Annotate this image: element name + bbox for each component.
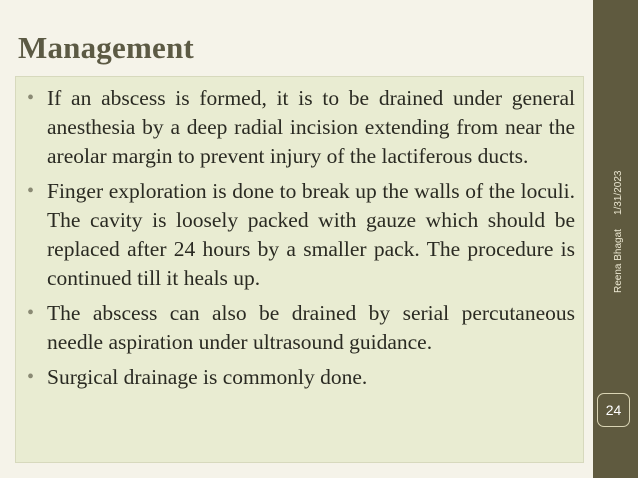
- bullet-item: [27, 84, 575, 171]
- bullet-text: Finger exploration is done to break up the walls of the loculi. The cavity is loosely packed with gauze which should be replaced after 24 hours by a smaller pack. The procedure is continued till it heals up.: [47, 179, 575, 290]
- bullet-dot-icon: •: [27, 180, 35, 202]
- author-name: Reena Bhagat: [613, 229, 624, 293]
- slide-title: Management: [18, 30, 194, 65]
- bullet-list: [27, 84, 575, 398]
- bullet-text: The abscess can also be drained by serial percutaneous needle aspiration under ultrasound guidance.: [47, 301, 575, 354]
- bullet-dot-icon: •: [27, 87, 35, 109]
- slide-date: 1/31/2023: [613, 170, 624, 216]
- sidebar-footer-text: [613, 170, 627, 293]
- bullet-text: Surgical drainage is commonly done.: [47, 365, 368, 389]
- bullet-dot-icon: •: [27, 366, 35, 388]
- bullet-text: If an abscess is formed, it is to be drained under general anesthesia by a deep radial incision extending from near the areolar margin to prevent injury of the lactiferous ducts.: [47, 86, 575, 168]
- bullet-item: [27, 363, 575, 392]
- bullet-item: [27, 299, 575, 357]
- bullet-item: [27, 177, 575, 293]
- bullet-dot-icon: •: [27, 302, 35, 324]
- page-number: 24: [597, 393, 630, 427]
